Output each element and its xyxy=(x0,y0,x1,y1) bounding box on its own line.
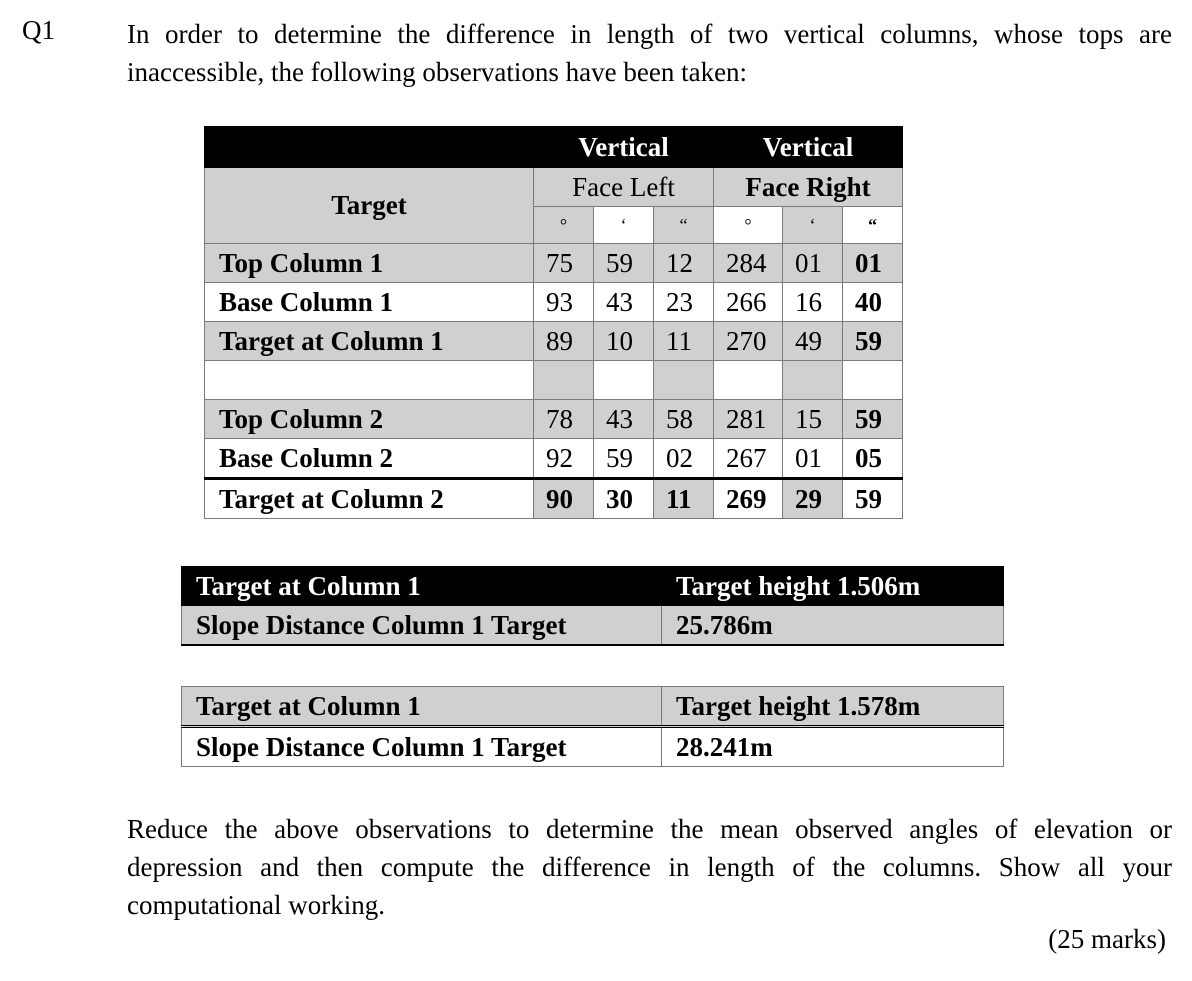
fr-degrees: 281 xyxy=(714,400,783,439)
fl-seconds: 23 xyxy=(654,283,714,322)
fl-degrees: 93 xyxy=(534,283,594,322)
table-row xyxy=(182,687,1004,727)
header-vertical-right: Vertical xyxy=(714,127,903,168)
question-intro: In order to determine the difference in length of two vertical columns, whose tops are inaccessible, the following observations have been taken: xyxy=(127,19,1172,87)
fl-seconds: 11 xyxy=(654,322,714,361)
unit-minute: ‘ xyxy=(783,207,843,244)
row-name xyxy=(205,361,534,400)
unit-second: “ xyxy=(843,207,903,244)
unit-second: “ xyxy=(654,207,714,244)
slope-distance-label: Slope Distance Column 1 Target xyxy=(182,606,662,646)
table-row xyxy=(205,479,903,519)
fr-degrees xyxy=(714,361,783,400)
target-label: Target at Column 1 xyxy=(182,567,662,606)
target-height: Target height 1.506m xyxy=(662,567,1004,606)
fl-degrees: 78 xyxy=(534,400,594,439)
fr-seconds xyxy=(843,361,903,400)
unit-minute: ‘ xyxy=(594,207,654,244)
fr-degrees: 284 xyxy=(714,244,783,283)
fl-minutes: 43 xyxy=(594,283,654,322)
slope-distance-value: 28.241m xyxy=(662,727,1004,767)
row-name: Top Column 2 xyxy=(205,400,534,439)
fr-minutes: 15 xyxy=(783,400,843,439)
unit-degree: ° xyxy=(714,207,783,244)
face-right-header: Face Right xyxy=(714,168,903,207)
question-number: Q1 xyxy=(22,15,55,45)
row-name: Top Column 1 xyxy=(205,244,534,283)
table-row-spacer xyxy=(205,361,903,400)
fr-minutes: 49 xyxy=(783,322,843,361)
fl-degrees xyxy=(534,361,594,400)
slope-distance-value: 25.786m xyxy=(662,606,1004,646)
fl-minutes: 10 xyxy=(594,322,654,361)
table-row xyxy=(205,244,903,283)
slope-distance-label: Slope Distance Column 1 Target xyxy=(182,727,662,767)
fl-degrees: 75 xyxy=(534,244,594,283)
row-name: Base Column 1 xyxy=(205,283,534,322)
fr-minutes: 16 xyxy=(783,283,843,322)
target-label: Target at Column 1 xyxy=(182,687,662,727)
table-row xyxy=(205,400,903,439)
fl-degrees: 90 xyxy=(534,479,594,519)
fr-minutes: 29 xyxy=(783,479,843,519)
fr-seconds: 59 xyxy=(843,322,903,361)
fr-minutes xyxy=(783,361,843,400)
question-instructions: Reduce the above observations to determine the mean observed angles of elevation or depression and then compute the difference in length of the columns. Show all your computational working. xyxy=(127,814,1172,920)
table-row xyxy=(182,606,1004,646)
marks-label: (25 marks) xyxy=(1048,924,1166,954)
fl-minutes: 43 xyxy=(594,400,654,439)
target-info-table-1 xyxy=(181,566,1004,646)
row-name: Base Column 2 xyxy=(205,439,534,479)
table-row xyxy=(205,322,903,361)
face-left-header: Face Left xyxy=(534,168,714,207)
fr-degrees: 270 xyxy=(714,322,783,361)
fl-seconds: 11 xyxy=(654,479,714,519)
fl-seconds: 58 xyxy=(654,400,714,439)
fr-seconds: 01 xyxy=(843,244,903,283)
fr-minutes: 01 xyxy=(783,439,843,479)
fr-seconds: 05 xyxy=(843,439,903,479)
unit-degree: ° xyxy=(534,207,594,244)
fl-minutes: 30 xyxy=(594,479,654,519)
fr-seconds: 40 xyxy=(843,283,903,322)
fr-seconds: 59 xyxy=(843,479,903,519)
fl-seconds: 02 xyxy=(654,439,714,479)
fl-seconds: 12 xyxy=(654,244,714,283)
target-header: Target xyxy=(205,168,534,244)
row-name: Target at Column 1 xyxy=(205,322,534,361)
header-vertical-left: Vertical xyxy=(534,127,714,168)
fl-degrees: 92 xyxy=(534,439,594,479)
fl-minutes: 59 xyxy=(594,244,654,283)
observation-table xyxy=(204,126,903,519)
fl-minutes xyxy=(594,361,654,400)
table-row xyxy=(182,727,1004,767)
fr-minutes: 01 xyxy=(783,244,843,283)
table-row xyxy=(182,567,1004,606)
fr-degrees: 267 xyxy=(714,439,783,479)
fl-seconds xyxy=(654,361,714,400)
fl-minutes: 59 xyxy=(594,439,654,479)
fr-seconds: 59 xyxy=(843,400,903,439)
header-blank xyxy=(205,127,534,168)
target-info-table-2 xyxy=(181,686,1004,767)
row-name: Target at Column 2 xyxy=(205,479,534,519)
fr-degrees: 266 xyxy=(714,283,783,322)
target-height: Target height 1.578m xyxy=(662,687,1004,727)
table-row xyxy=(205,439,903,479)
fl-degrees: 89 xyxy=(534,322,594,361)
table-header-row xyxy=(205,127,903,168)
table-row xyxy=(205,283,903,322)
fr-degrees: 269 xyxy=(714,479,783,519)
face-header-row xyxy=(205,168,903,207)
